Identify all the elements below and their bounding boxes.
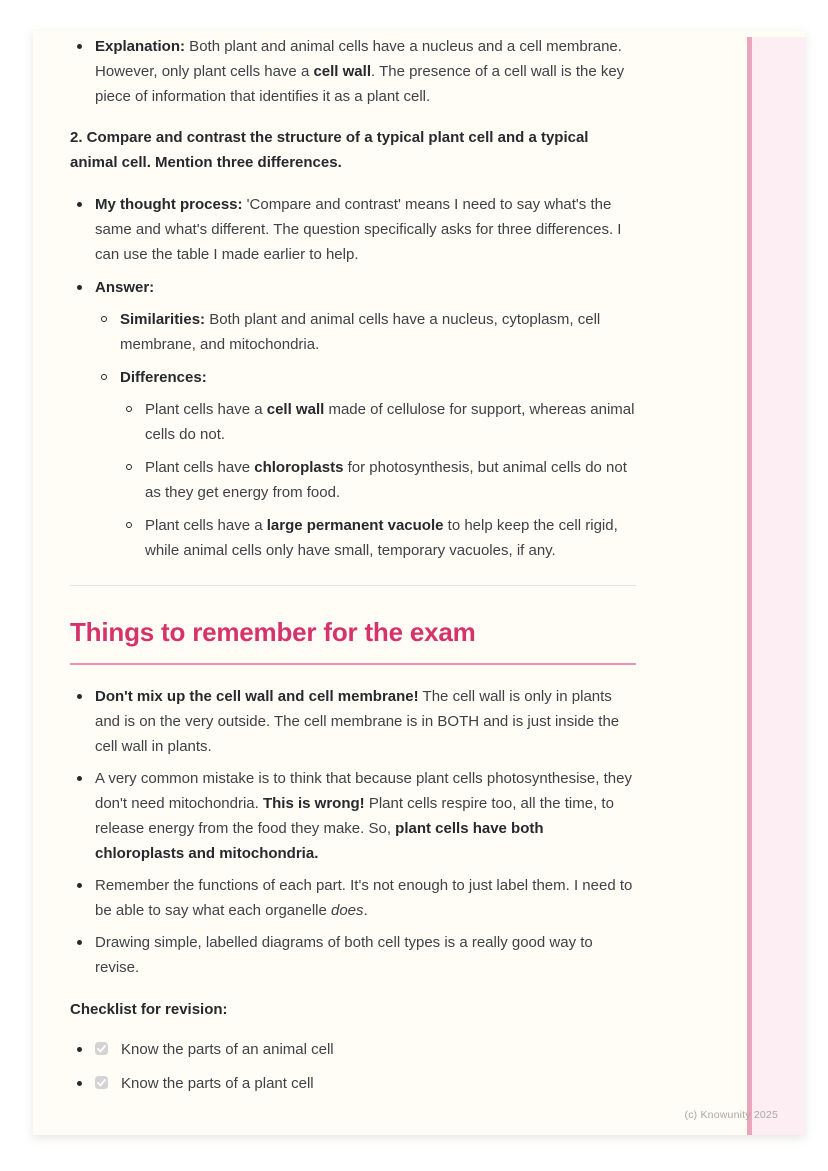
explanation-text: Explanation: Both plant and animal cells have a nucleus and a cell membrane. However, only plant cells have a cell wall. The presence of a cell wall is the key piece of information that identifies it as a plant cell. [95, 38, 625, 105]
list-item-difference-chloroplasts [120, 455, 636, 505]
checkbox-checked-icon[interactable] [95, 1042, 108, 1055]
difference-vacuole-text: Plant cells have a large permanent vacuole to help keep the cell rigid, while animal cells only have small, temporary vacuoles, if any. [145, 517, 618, 559]
list-item-explanation [70, 34, 636, 109]
tip-diagrams-text: Drawing simple, labelled diagrams of both cell types is a really good way to revise. [95, 934, 593, 976]
exam-tips-list [70, 684, 636, 980]
list-item-tip-functions [70, 873, 636, 923]
list-item-differences [95, 365, 636, 563]
list-item-tip-common-mistake [70, 766, 636, 866]
list-item-tip-cell-wall-membrane [70, 684, 636, 759]
checklist-item-label: Know the parts of a plant cell [121, 1075, 314, 1092]
tip-cell-wall-membrane-text: Don't mix up the cell wall and cell membrane! The cell wall is only in plants and is on the very outside. The cell membrane is in BOTH and is just inside the cell wall in plants. [95, 688, 620, 755]
tip-common-mistake-text: A very common mistake is to think that because plant cells photosynthesise, they don't need mitochondria. This is wrong! Plant cells respire too, all the time, to release energy from the food they make. So, plant cells have both chloroplasts and mitochondria. [95, 770, 632, 862]
thought-process-text: My thought process: 'Compare and contrast' means I need to say what's the same and what's different. The question specifically asks for three differences. I can use the table I made earlier to help. [95, 196, 622, 263]
checklist-item-label: Know the parts of an animal cell [121, 1041, 334, 1058]
page-edge-ribbon [752, 37, 805, 1135]
similarities-text: Similarities: Both plant and animal cells have a nucleus, cytoplasm, cell membrane, and mitochondria. [120, 311, 601, 353]
checklist-heading: Checklist for revision: [70, 1001, 228, 1018]
list-item-tip-diagrams [70, 930, 636, 980]
checkbox-checked-icon[interactable] [95, 1076, 108, 1089]
copyright-footer: (c) Knowunity 2025 [684, 1109, 778, 1121]
list-item-difference-cell-wall [120, 397, 636, 447]
differences-sublist [120, 397, 636, 563]
checklist-item-plant-cell [70, 1071, 636, 1096]
revision-checklist [70, 1037, 636, 1096]
list-item-similarities [95, 307, 636, 357]
explanation-list [70, 34, 636, 109]
list-item-answer [70, 275, 636, 563]
section-divider [70, 585, 636, 586]
list-item-thought-process [70, 192, 636, 267]
difference-cell-wall-text: Plant cells have a cell wall made of cellulose for support, whereas animal cells do not. [145, 401, 635, 443]
question-2-heading: 2. Compare and contrast the structure of a typical plant cell and a typical animal cell. Mention three differences. [70, 129, 589, 171]
difference-chloroplasts-text: Plant cells have chloroplasts for photosynthesis, but animal cells do not as they get energy from food. [145, 459, 627, 501]
answer-sublist [95, 307, 636, 563]
differences-label: Differences: [120, 369, 207, 386]
answer-label: Answer: [95, 279, 155, 296]
document-page [33, 31, 805, 1135]
page-content [33, 31, 636, 1096]
answer-list [70, 192, 636, 563]
checklist-item-animal-cell [70, 1037, 636, 1062]
list-item-difference-vacuole [120, 513, 636, 563]
tip-functions-text: Remember the functions of each part. It's not enough to just label them. I need to be able to say what each organelle does. [95, 877, 633, 919]
exam-section-heading: Things to remember for the exam [70, 616, 636, 665]
